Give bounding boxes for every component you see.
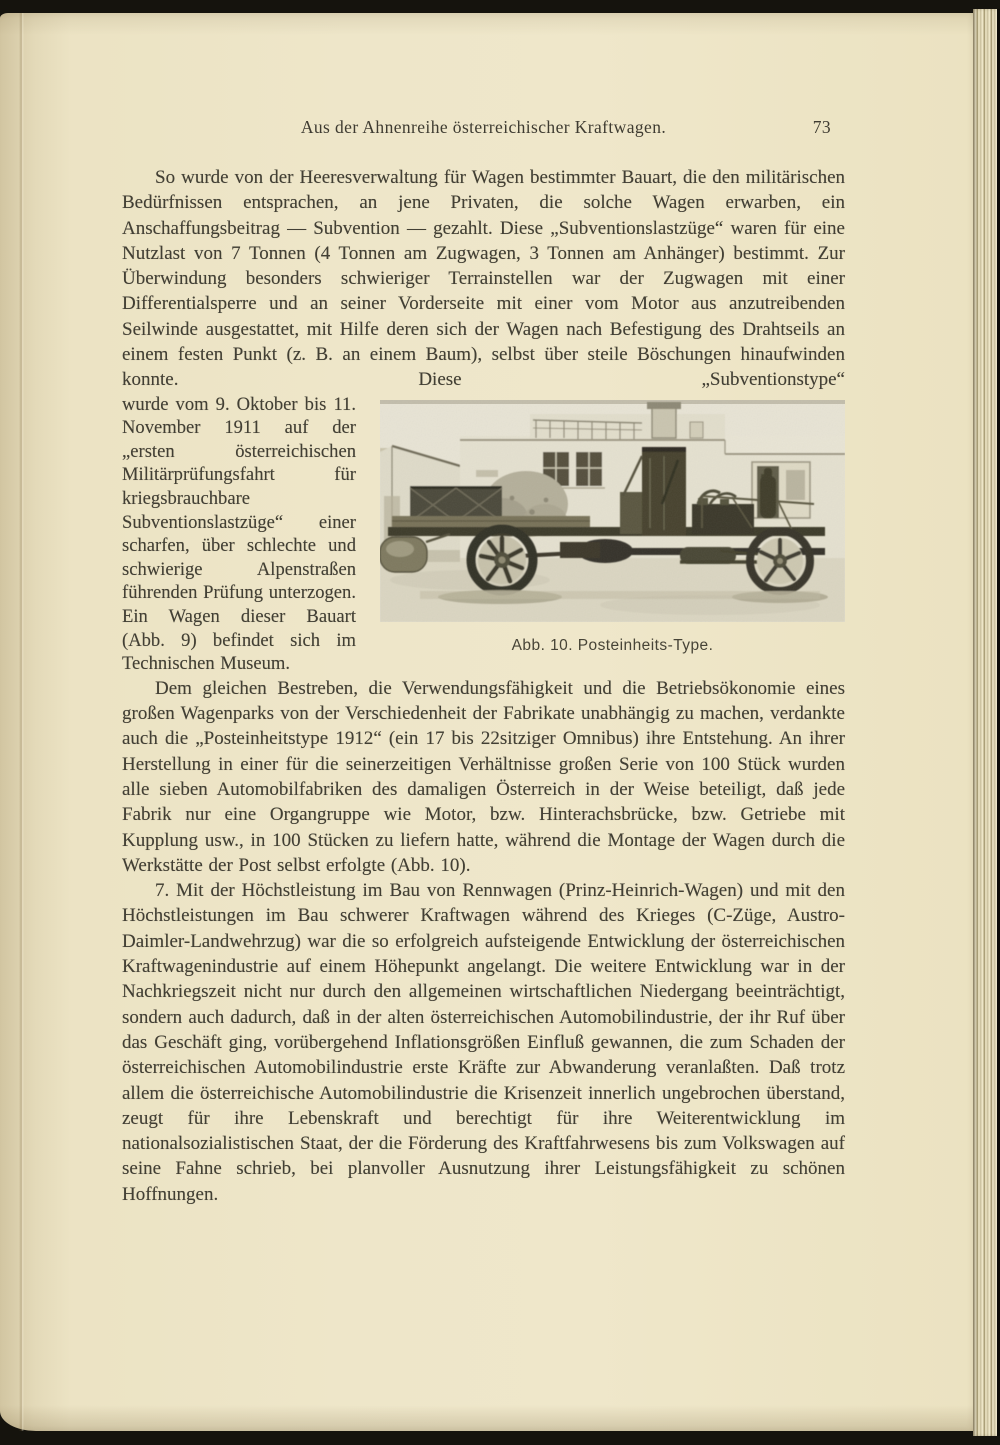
page-fold	[19, 13, 24, 1431]
page-stack-edge	[973, 9, 1000, 1436]
paragraph-3: 7. Mit der Höchstleistung im Bau von Rennwagen (Prinz-Heinrich-Wagen) und mit den Höchstleistungen im Bau schwerer Kraftwagen während des Krieges (C-Züge, Austro-Daimler-Landwehrzug) war die so erfolgreich aufsteigende Entwicklung der österreichischen Kraftwagenindustrie auf einem Höhepunkt angelangt. Die weitere Entwicklung war in der Nachkriegszeit nicht nur durch den allgemeinen wirtschaftlichen Niedergang beeinträchtigt, sondern auch dadurch, daß in der alten österreichischen Automobilindustrie, der ihr Ruf über das Geschäft ging, vorübergehend Inflationsgrößen Einfluß gewannen, die zum Schaden der österreichischen Automobilindustrie erste Kräfte zur Abwanderung veranlaßten. Daß trotz allem die österreichische Automobilindustrie die Krisenzeit innerlich ungebrochen überstand, zeugt für ihre Lebenskraft und berechtigt für ihre Weiterentwicklung im nationalsozialistischen Staat, der die Förderung des Kraftfahrwesens bis zum Volkswagen auf seine Fahne schrieb, bei planvoller Ausnutzung ihrer Leistungsfähigkeit zu schönen Hoffnungen.	[122, 880, 845, 1205]
paragraph-2: Dem gleichen Bestreben, die Verwendungsfähigkeit und die Betriebsökonomie eines großen Wagenparks von der Verschiedenheit der Fabrikate unabhängig zu machen, verdankte auch die „Posteinheitstype 1912“ (ein 17 bis 22sitziger Omnibus) ihre Entstehung. An ihrer Herstellung in einer für die seinerzeitigen Verhältnisse großen Serie von 100 Stück wurden alle sieben Automobilfabriken des damaligen Österreich in der Weise beteiligt, daß jede Fabrik nur eine Organgruppe wie Motor, bzw. Hinterachsbrücke, bzw. Getriebe mit Kupplung usw., in 100 Stücken zu liefern hatte, während die Montage der Wagen durch die Werkstätte der Post selbst erfolgte (Abb. 10).	[122, 677, 845, 876]
paragraph-1: So wurde von der Heeresverwaltung für Wagen bestimmter Bauart, die den militärischen Bedürfnissen entsprachen, an jene Privaten, die solche Wagen erwarben, ein Anschaffungsbeitrag — Subvention — gezahlt. Diese „Subventionslastzüge“ waren für eine Nutzlast von 7 Tonnen (4 Tonnen am Zugwagen, 3 Tonnen am Anhänger) bestimmt. Zur Überwindung besonders schwieriger Terrainstellen war der Zugwagen mit einer Differentialsperre und an seiner Vorderseite mit einer vom Motor aus anzutreibenden Seilwinde ausgestattet, mit Hilfe deren sich der Wagen nach Befestigung des Drahtseils an einem festen Punkt (z. B. an einem Baum), selbst über steile Böschungen hinaufwinden konnte. Diese „Subventionstype“	[122, 167, 845, 391]
running-header-title: Aus der Ahnenreihe österreichischer Kraftwagen.	[300, 117, 667, 137]
posteinheits-type-photo	[380, 400, 845, 622]
running-header	[122, 117, 845, 141]
page-content	[122, 117, 845, 1207]
page-number: 73	[812, 117, 831, 137]
page	[0, 13, 976, 1431]
figure-caption: Abb. 10. Posteinheits-Type.	[511, 636, 714, 654]
figure-abb-10	[380, 400, 845, 655]
text-figure-row	[122, 393, 845, 676]
paragraph-1-continued: wurde vom 9. Oktober bis 11. November 1911 auf der „ersten österreichischen Militärprüfungsfahrt für kriegsbrauchbare Subventionslastzüge“ einer scharfen, über schlechte und schwierige Alpenstraßen führenden Prüfung unterzogen. Ein Wagen dieser Bauart (Abb. 9) befindet sich im Technischen Museum.	[122, 393, 356, 675]
